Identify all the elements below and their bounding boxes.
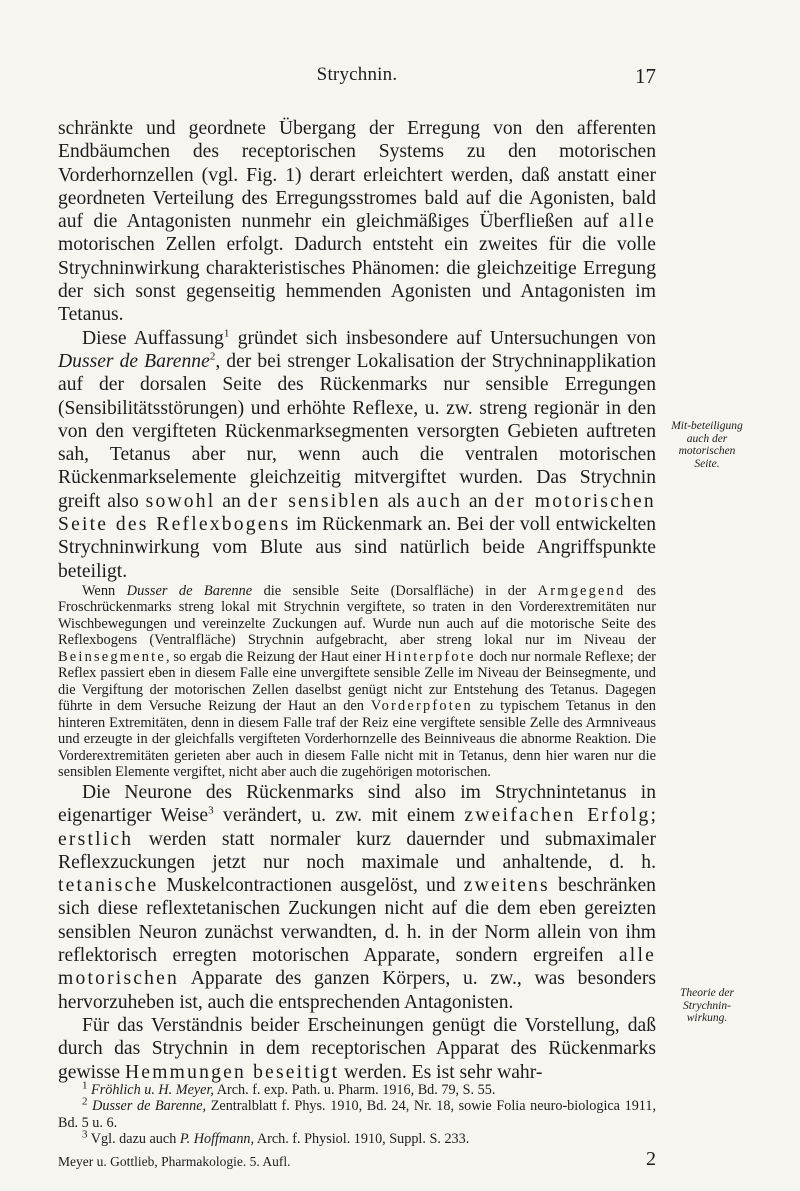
spaced-text: zweifachen Erfolg xyxy=(464,805,651,827)
text-run: werden statt normaler kurz dauernder und submaximaler Reflexzuckungen jetzt nur noch maximale und anhaltende, d. h. xyxy=(58,828,656,873)
author-name: Fröhlich u. H. Meyer, xyxy=(91,1082,214,1098)
footnote-number: 2 xyxy=(82,1095,88,1108)
author-name: Dusser de Barenne, xyxy=(92,1098,207,1115)
text-run: Apparate des ganzen Körpers, u. zw., was besonders hervorzuheben ist, auch die entsprechenden Antagonisten. xyxy=(58,968,656,1013)
paragraph-4 xyxy=(58,1014,656,1084)
text-run: doch nur normale Reflexe; der Reflex passiert eben in diesem Falle eine unvergiftete sensible Zelle im Niveau der Beinsegmente, und die Vergiftung der motorischen Zellen daselbst genügt nicht zur Entstehung des Tetanus. Dagegen führte in dem Versuche Reizung der Haut an den xyxy=(58,648,656,715)
spaced-text: Hemmungen beseitigt xyxy=(124,1061,340,1083)
spaced-text: tetanische xyxy=(58,875,159,897)
footnote-3 xyxy=(58,1128,656,1147)
footnote-number: 3 xyxy=(82,1128,88,1141)
text-run: , der bei strenger Lokalisation der Strychninapplikation auf der dorsalen Seite des Rückenmarks nur sensible Erregungen (Sensibilitätsstörungen) und erhöhte Reflexe, u. zw. streng regionär in den von den vergifteten Rückenmarksegmenten versorgten Gebieten auftreten sah, Tetanus aber nur, wenn auch die ventralen motorischen Rückenmarkselemente gleichzeitig mitvergiftet wurden. Das Strychnin greift also xyxy=(58,350,656,512)
spaced-text: Armgegend xyxy=(537,582,626,599)
signature-mark: 2 xyxy=(646,1148,656,1170)
page-number: 17 xyxy=(635,64,656,88)
text-run: Vgl. dazu auch xyxy=(90,1130,177,1147)
footnote-1 xyxy=(58,1079,656,1098)
text-run: gründet sich insbesondere auf Untersuchungen von xyxy=(237,327,656,349)
spaced-text: zweitens xyxy=(463,875,550,897)
text-run: Wenn xyxy=(82,582,116,599)
book-imprint: Meyer u. Gottlieb, Pharmakologie. 5. Aufl. xyxy=(58,1154,291,1169)
text-run: Die Neurone des Rückenmarks sind also im Strychnintetanus in eigenartiger Weise xyxy=(58,781,656,827)
text-run: ; xyxy=(650,805,656,827)
author-name: Dusser de Barenne xyxy=(58,350,210,372)
spaced-text: Hinterpfote xyxy=(385,648,476,665)
text-run: an xyxy=(222,490,241,512)
footnote-2 xyxy=(58,1095,657,1131)
text-run: Arch. f. Physiol. 1910, Suppl. S. 233. xyxy=(256,1130,470,1147)
spaced-text: sowohl xyxy=(145,490,216,512)
footnote-number: 1 xyxy=(82,1079,88,1092)
spaced-text: Vorderpfoten xyxy=(370,698,473,715)
text-run: Zentralblatt f. Phys. 1910, Bd. 24, Nr. 18, sowie Folia neuro-biologica 1911, Bd. 5 u. 6. xyxy=(58,1098,657,1131)
margin-note-mitbeteiligung: Mit-beteiligung auch der motorischen Seite. xyxy=(671,420,743,470)
text-run: an xyxy=(468,490,488,512)
author-name: P. Hoffmann, xyxy=(179,1130,255,1147)
footnotes xyxy=(58,1079,657,1147)
spaced-text: der sensiblen xyxy=(247,490,381,512)
text-run: schränkte und geordnete Übergang der Erregung von den afferenten Endbäumchen des receptorischen Systems zu den motorischen Vorderhornzellen (vgl. Fig. 1) derart erleichtert werden, daß anstatt einer geordneten Verteilung des Erregungsstromes bald auf die Agonisten, bald auf die Antagonisten nunmehr ein gleichmäßiges Überfließen auf xyxy=(58,118,656,233)
text-run: beschränken sich diese reflextetanischen Zuckungen nicht auf die dem eben gereizten sensiblen Neuron zunächst verwandten, d. h. in der Norm allein von ihm reflektorisch erregten motorischen Apparate, sondern ergreifen xyxy=(58,875,656,967)
margin-note-theorie: Theorie der Strychnin-wirkung. xyxy=(680,987,734,1024)
text-run: , so ergab die Reizung der Haut einer xyxy=(165,648,382,665)
spaced-text: der motorischen Seite des Reflexbogens xyxy=(58,490,656,536)
spaced-text: alle motorischen xyxy=(58,945,656,990)
footnote-ref: 1 xyxy=(223,327,230,340)
text-run: Für das Verständnis beider Erscheinungen genügt die Vorstellung, daß durch das Strychnin in dem receptorischen Apparat des Rückenmarks gewisse xyxy=(58,1014,656,1083)
spaced-text: auch xyxy=(416,490,463,512)
small-print-paragraph xyxy=(58,583,656,781)
footnote-ref: 2 xyxy=(209,350,216,363)
spaced-text: alle xyxy=(618,211,656,233)
text-run: als xyxy=(387,490,410,512)
text-run: die sensible Seite (Dorsalfläche) in der xyxy=(263,582,527,599)
spaced-text: Beinsegmente xyxy=(58,648,166,665)
text-run: werden. Es ist sehr wahr- xyxy=(344,1061,543,1083)
text-run: motorischen Zellen erfolgt. Dadurch entsteht ein zweites für die volle Strychninwirkung charakteristisches Phänomen: die gleichzeitige Erregung der sich sonst gegenseitig hemmenden Agonisten und Antagonisten im Tetanus. xyxy=(58,234,656,326)
spaced-text: erstlich xyxy=(58,828,134,850)
paragraph-2 xyxy=(58,327,656,583)
text-run: zu typischem Tetanus in den hinteren Extremitäten, denn in diesem Falle traf der Reiz eine vergiftete sensible Zelle des Armniveaus und erzeugte in der gleichfalls vergifteten Vorderhornzelle des Beinniveaus die abnorme Reaktion. Die Vorderextremitäten gerieten aber auch in diesem Falle nicht mit in Tetanus, denn hier waren nur die sensiblen Elemente vergiftet, nicht aber auch die zugehörigen motorischen. xyxy=(58,698,656,781)
paragraph-3 xyxy=(58,781,656,1014)
text-run: verändert, u. zw. mit einem xyxy=(223,805,455,827)
author-name: Dusser de Barenne xyxy=(126,582,253,599)
text-run: Muskelcontractionen ausgelöst, und xyxy=(166,875,456,897)
text-run: im Rückenmark an. Bei der voll entwickelten Strychninwirkung vom Blute aus sind natürlich beide Angriffspunkte beteiligt. xyxy=(58,514,657,582)
footnote-ref: 3 xyxy=(208,804,214,817)
page-footer xyxy=(58,1148,656,1174)
page-header xyxy=(58,64,656,90)
text-run: Diese Auffassung xyxy=(82,327,224,349)
paragraph-1 xyxy=(58,117,656,327)
main-text xyxy=(58,117,656,1084)
running-title: Strychnin. xyxy=(316,64,398,85)
text-run: des Froschrückenmarks streng lokal mit Strychnin vergiftete, so traten in den Vorderextremitäten nur Wischbewegungen und vereinzelte Zuckungen auf. Wurde nun auch auf die motorische Seite des Reflexbogens (Ventralfläche) Strychnin aufgebracht, aber streng lokal nur im Niveau der xyxy=(58,582,657,649)
text-run: Arch. f. exp. Path. u. Pharm. 1916, Bd. 79, S. 55. xyxy=(216,1082,496,1098)
